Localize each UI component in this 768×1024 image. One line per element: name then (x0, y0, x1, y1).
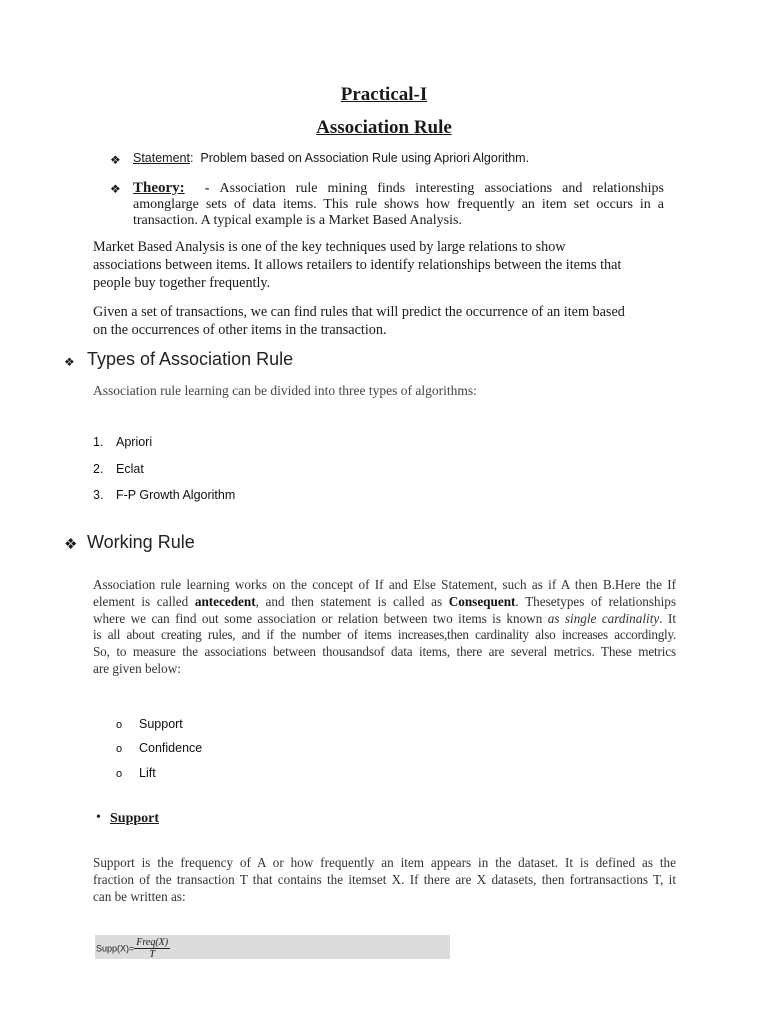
page-subtitle: Association Rule (316, 117, 452, 138)
working-text: , and then statement is called as (255, 594, 449, 609)
theory-text-1: Association rule mining finds interesting associations and relationships (219, 181, 664, 196)
market-line-1: Market Based Analysis is one of the key techniques used by large relations to show (93, 239, 566, 255)
working-text: where we can find out some association or relation between two items is known (93, 611, 548, 626)
list-label: Apriori (116, 435, 153, 449)
support-line-2: fraction of the transaction T that contains the itemset X. If there are X datasets, then fortransactions T, it (93, 872, 676, 887)
types-heading: Types of Association Rule (87, 349, 294, 369)
list-item (116, 766, 156, 780)
support-bullet (96, 810, 101, 826)
list-item (93, 488, 236, 502)
support-heading: Support (110, 811, 160, 826)
metric-label: Lift (139, 766, 156, 780)
consequent-term: Consequent (448, 594, 516, 609)
list-item (116, 717, 183, 731)
support-formula (96, 937, 170, 960)
dot-bullet-icon: • (96, 810, 101, 825)
list-label: F-P Growth Algorithm (116, 488, 236, 502)
working-bullet (64, 535, 77, 554)
given-line-2: on the occurrences of other items in the transaction. (93, 322, 387, 338)
support-line-1: Support is the frequency of A or how frequently an item appears in the dataset. It is defined as the (93, 855, 676, 870)
list-number: 1. (93, 435, 104, 449)
support-formula-box (95, 935, 450, 959)
cardinality-term: as single cardinality (547, 611, 660, 626)
list-item (93, 462, 144, 476)
statement-bullet (110, 151, 121, 169)
working-line-4: is all about creating rules, and if the number of items increases,then cardinality also increases accordingly. (93, 627, 676, 642)
statement-text: Problem based on Association Rule using Apriori Algorithm. (200, 151, 530, 165)
circle-bullet-icon: o (116, 743, 123, 755)
statement-label: Statement (133, 151, 190, 165)
given-line-1: Given a set of transactions, we can find rules that will predict the occurrence of an item based (93, 304, 625, 320)
page-title: Practical-I (340, 84, 428, 105)
types-bullet (64, 353, 75, 371)
theory-line-3: transaction. A typical example is a Market Based Analysis. (133, 213, 462, 228)
diamond-bullet-icon: ❖ (110, 153, 121, 167)
market-line-3: people buy together frequently. (93, 275, 271, 291)
theory-bullet (110, 180, 121, 198)
working-line-1: Association rule learning works on the concept of If and Else Statement, such as if A then B.Here the If (93, 577, 676, 592)
diamond-bullet-icon: ❖ (110, 182, 121, 196)
working-line-5: So, to measure the associations between thousandsof data items, there are several metrics. These metrics (93, 644, 676, 659)
theory-line-2: amonglarge sets of data items. This rule shows how frequently an item set occurs in a (133, 197, 664, 212)
theory-label: Theory: (133, 180, 185, 196)
circle-bullet-icon: o (116, 719, 123, 731)
working-line-6: are given below: (93, 661, 181, 676)
metric-label: Support (139, 717, 183, 731)
working-text: element is called (93, 594, 195, 609)
antecedent-term: antecedent (194, 594, 256, 609)
market-line-2: associations between items. It allows retailers to identify relationships between the items that (93, 257, 622, 273)
list-item (116, 741, 203, 755)
diamond-bullet-icon: ❖ (64, 537, 78, 553)
types-intro: Association rule learning can be divided into three types of algorithms: (93, 383, 477, 398)
statement-line (133, 151, 529, 165)
circle-bullet-icon: o (116, 768, 123, 780)
list-label: Eclat (116, 462, 144, 476)
support-line-3: can be written as: (93, 889, 186, 904)
working-heading: Working Rule (87, 532, 195, 552)
formula-lhs: Supp(X)= (96, 943, 135, 954)
metric-label: Confidence (139, 741, 203, 755)
list-item (93, 435, 153, 449)
formula-fraction (134, 937, 170, 960)
theory-dash: - (204, 181, 210, 196)
working-text: . Thesetypes of relationships (515, 594, 677, 609)
formula-numerator: Freq(X) (136, 937, 169, 948)
list-number: 3. (93, 488, 104, 502)
diamond-bullet-icon: ❖ (64, 355, 75, 369)
list-number: 2. (93, 462, 104, 476)
formula-denominator: T (149, 949, 155, 960)
working-line-2 (93, 594, 676, 611)
statement-colon: : (189, 151, 194, 165)
working-text: . It (659, 611, 677, 626)
working-line-3 (93, 611, 676, 628)
